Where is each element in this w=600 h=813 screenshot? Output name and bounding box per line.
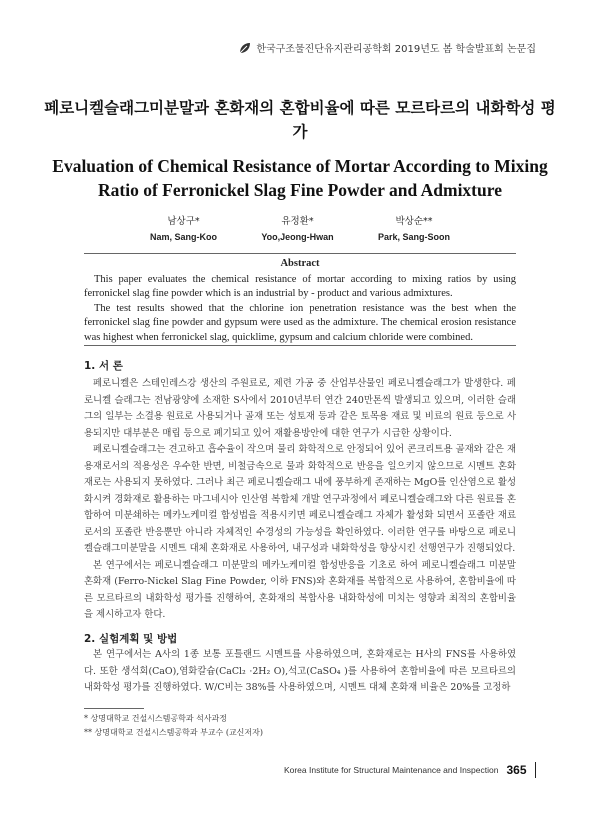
page-number: 365 [506,763,527,777]
author-3 [378,213,450,242]
footer-journal-name: Korea Institute for Structural Maintenance and Inspection [283,765,499,775]
abstract-paragraph: This paper evaluates the chemical resistance of mortar according to mixing ratios by using ferronickel slag fine powder which is an industrial by - product and various admixtures. [84,274,516,300]
author-name-korean: 박상순** [395,216,433,227]
header-text: 한국구조물진단유지관리공학회 2019년도 봄 학술발표회 논문집 [256,44,536,55]
footnote-1: * 상명대학교 건설시스템공학과 석사과정 [84,714,228,723]
abstract-top-rule [84,253,516,254]
abstract-heading: Abstract [280,258,320,269]
footnote-rule [84,708,144,709]
abstract-paragraph: The test results showed that the chlorine ion penetration resistance was the best when the ferronickel slag fine powder and gypsum were used as the admixture. The chemical erosion resistance was highest when ferronickel slag, quicklime, gypsum and calcium chloride were combined. [84,302,516,343]
body-paragraph: 본 연구에서는 A사의 1종 보통 포틀랜드 시멘트를 사용하였으며, 혼화재로는 H사의 FNS를 사용하였다. 또한 생석회(CaO),염화칼슘(CaCl₂ ·2H₂ O),석고(CaSO₄ )를 사용하여 혼합비율에 따른 모르타르의 내화학성 평가를 진행하였다. W/C비는 38%를 사용하였으며, 시멘트 대체 혼화재 비율은 20%를 고정하 [84,649,516,693]
body-paragraph: 페로니켈은 스테인레스강 생산의 주원료로, 제련 가공 중 산업부산물인 페로니켈슬래그가 발생한다. 페로니켈 슬래그는 전남광양에 소재한 S사에서 2010년부터 연간 240만톤씩 발생되고 있으며, 이러한 슬래그의 일부는 소결용 원료로 사용되거나 골재 또는 성토재 등과 같은 토목용 재료 및 비료의 원료 등으로 사용되지만 대부분은 매립 등으로 폐기되고 있어 재활용방안에 대한 연구가 시급한 상황이다. [84,378,516,439]
author-name-english: Park, Sang-Soon [377,232,450,242]
section-heading-introduction: 1. 서 론 [84,360,123,372]
section-heading-methods: 2. 실험계획 및 방법 [84,633,178,645]
footer-divider [535,762,537,778]
introduction-body [84,376,516,624]
leaf-icon [239,42,251,54]
title-english: Evaluation of Chemical Resistance of Mortar According to Mixing Ratio of Ferronickel Slag Fine Powder and Admixture [52,156,548,200]
body-paragraph: 페로니켈슬래그는 견고하고 흡수율이 작으며 물리 화학적으로 안정되어 있어 콘크리트용 골재와 같은 재용재로서의 적용성은 우수한 반면, 비철금속으로 물과 화학적으로 반응을 일으키지 않으므로 시멘트 혼화재로는 사용되지 못하였다. 그러나 최근 페로니켈슬래그 내에 풍부하게 존재하는 MgO를 인산염으로 활성화시켜 경화재로 활용하는 마그네시아 인산염 복합체 개발 연구과정에서 페로니켈슬래그와 다른 원료를 혼합하여 미분쇄하는 메카노케미컬 합성법을 적용시키면 페로니켈슬래그 자체가 활성화 되면서 포졸란 재료로서의 포졸란 반응뿐만 아니라 자체적인 수경성의 가능성을 확인하였다. 이러한 연구를 바탕으로 페로니켈슬래그미분말을 시멘트 대체 혼화재로 사용하여, 내구성과 내화학성을 향상시킨 선행연구가 진행되었다. [84,444,516,554]
author-name-english: Yoo,Jeong-Hwan [261,232,334,242]
abstract-bottom-rule [84,345,516,346]
abstract-body [84,273,516,345]
author-2 [261,213,333,242]
running-header [239,40,536,55]
body-paragraph: 본 연구에서는 페로니켈슬래그 미분말의 메카노케미컬 합성반응을 기초로 하여 페로니켈슬래그 미분말 혼화재 (Ferro-Nickel Slag Fine Powder, 이하 FNS)와 혼화재를 복합적으로 사용하여, 혼합비율에 따른 모르타르의 내화학성 평가를 진행하여, 혼화재의 복합사용 내화학성에 미치는 영향과 최적의 혼합비율을 제시하고자 한다. [84,559,516,620]
author-name-korean: 유정환* [281,216,314,227]
footnote-2: ** 상명대학교 건설시스템공학과 부교수 (교신저자) [84,728,263,737]
page-footer [284,762,536,778]
author-name-english: Nam, Sang-Koo [150,232,218,242]
author-name-korean: 남상구* [167,216,200,227]
footnotes [84,712,516,740]
author-1 [150,213,217,242]
author-list [150,213,450,242]
methods-body [84,647,516,697]
title-korean: 페로니켈슬래그미분말과 혼화재의 혼합비율에 따른 모르타르의 내화학성 평가 [44,98,556,141]
